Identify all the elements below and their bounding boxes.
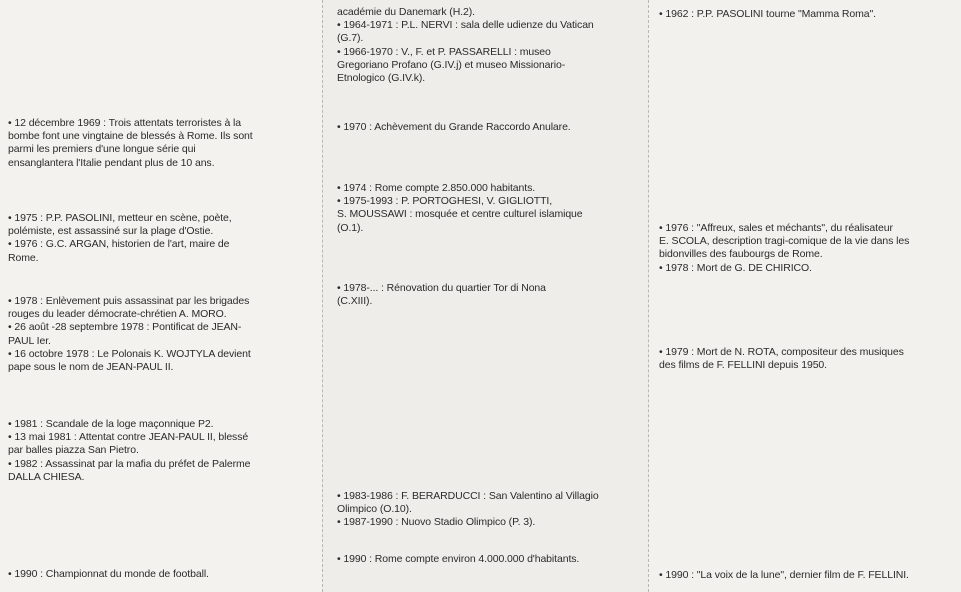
entry-line: • 1982 : Assassinat par la mafia du préfet de Palerme (8, 457, 251, 470)
entry-line: • 13 mai 1981 : Attentat contre JEAN-PAUL II, blessé (8, 431, 249, 444)
entry-line: • 1990 : Rome compte environ 4.000.000 d'habitants. (337, 553, 580, 565)
entry-line: • 1983-1986 : F. BERARDUCCI : San Valentino al Villagio (337, 490, 599, 502)
column-culture (648, 0, 961, 592)
entry-line: (C.XIII). (337, 295, 373, 308)
entry-line: E. SCOLA, description tragi-comique de la vie dans les (659, 235, 910, 248)
entry-line: • 1976 : "Affreux, sales et méchants", du réalisateur (659, 222, 893, 234)
entry-line: académie du Danemark (H.2). (337, 6, 475, 18)
entry-line: • 1964-1971 : P.L. NERVI : sala delle udienze du Vatican (337, 19, 594, 32)
timeline-entry-1981-1982 (8, 418, 250, 484)
entry-line: • 26 août -28 septembre 1978 : Pontificat de JEAN- (8, 321, 242, 334)
entry-line: • 16 octobre 1978 : Le Polonais K. WOJTYLA devient (8, 347, 251, 360)
entry-line: • 1962 : P.P. PASOLINI tourne "Mamma Roma". (659, 8, 876, 20)
entry-line: • 1981 : Scandale de la loge maçonnique P2. (8, 418, 214, 430)
timeline-entry-1990 (659, 569, 909, 582)
column-divider (648, 0, 649, 592)
entry-line: bombe font une vingtaine de blessés à Rome. Ils sont (8, 130, 253, 143)
entry-line: • 1974 : Rome compte 2.850.000 habitants. (337, 182, 536, 194)
column-divider (322, 0, 323, 592)
entry-line: par balles piazza San Pietro. (8, 444, 139, 457)
timeline-entry-1978 (8, 295, 251, 374)
timeline-entry-1978 (337, 282, 546, 308)
entry-line: • 1975-1993 : P. PORTOGHESI, V. GIGLIOTTI, (337, 195, 553, 208)
entry-line: • 1990 : "La voix de la lune", dernier film de F. FELLINI. (659, 569, 909, 581)
column-architecture (322, 0, 648, 592)
timeline-entry-1962 (659, 8, 876, 21)
entry-line: (O.1). (337, 221, 364, 234)
timeline-entry-1974-1975 (337, 182, 583, 235)
entry-line: bidonvilles des faubourgs de Rome. (659, 248, 823, 261)
timeline-entry-1990 (337, 553, 579, 566)
timeline-entry-1975-1976 (8, 212, 232, 265)
entry-line: rouges du leader démocrate-chrétien A. MORO. (8, 308, 227, 321)
timeline-entry-1976-1978 (659, 222, 909, 275)
entry-line: • 1979 : Mort de N. ROTA, compositeur des musiques (659, 346, 904, 358)
timeline-entry-1964-1970 (337, 6, 594, 85)
entry-line: parmi les premiers d'une longue série qui (8, 143, 196, 156)
entry-line: • 1970 : Achèvement du Grande Raccordo Anulare. (337, 121, 571, 133)
entry-line: • 1978 : Enlèvement puis assassinat par les brigades (8, 295, 250, 307)
entry-line: • 1975 : P.P. PASOLINI, metteur en scène, poète, (8, 212, 232, 224)
entry-line: ensanglantera l'Italie pendant plus de 10 ans. (8, 156, 215, 169)
entry-line: des films de F. FELLINI depuis 1950. (659, 359, 827, 372)
entry-line: • 1966-1970 : V., F. et P. PASSARELLI : museo (337, 45, 551, 58)
entry-line: pape sous le nom de JEAN-PAUL II. (8, 361, 174, 374)
timeline-entry-1990 (8, 568, 209, 581)
entry-line: PAUL Ier. (8, 334, 51, 347)
entry-line: • 1976 : G.C. ARGAN, historien de l'art, maire de (8, 238, 230, 251)
entry-line: (G.7). (337, 32, 364, 45)
entry-line: Rome. (8, 251, 39, 264)
entry-line: • 1990 : Championnat du monde de football. (8, 568, 209, 580)
entry-line: • 1978-... : Rénovation du quartier Tor di Nona (337, 282, 546, 294)
entry-line: • 12 décembre 1969 : Trois attentats terroristes à la (8, 117, 241, 129)
entry-line: Gregoriano Profano (G.IV.j) et museo Missionario- (337, 58, 566, 71)
entry-line: Olimpico (O.10). (337, 503, 412, 516)
timeline-entry-1979 (659, 346, 904, 372)
entry-line: DALLA CHIESA. (8, 470, 85, 483)
entry-line: polémiste, est assassiné sur la plage d'Ostie. (8, 225, 214, 238)
timeline-entry-1969 (8, 117, 253, 170)
entry-line: S. MOUSSAWI : mosquée et centre culturel islamique (337, 208, 583, 221)
entry-line: • 1978 : Mort de G. DE CHIRICO. (659, 261, 812, 274)
entry-line: Etnologico (G.IV.k). (337, 72, 426, 85)
timeline-entry-1983-1990 (337, 490, 599, 530)
column-italy-events (0, 0, 322, 592)
timeline-entry-1970 (337, 121, 571, 134)
entry-line: • 1987-1990 : Nuovo Stadio Olimpico (P. 3). (337, 516, 536, 529)
